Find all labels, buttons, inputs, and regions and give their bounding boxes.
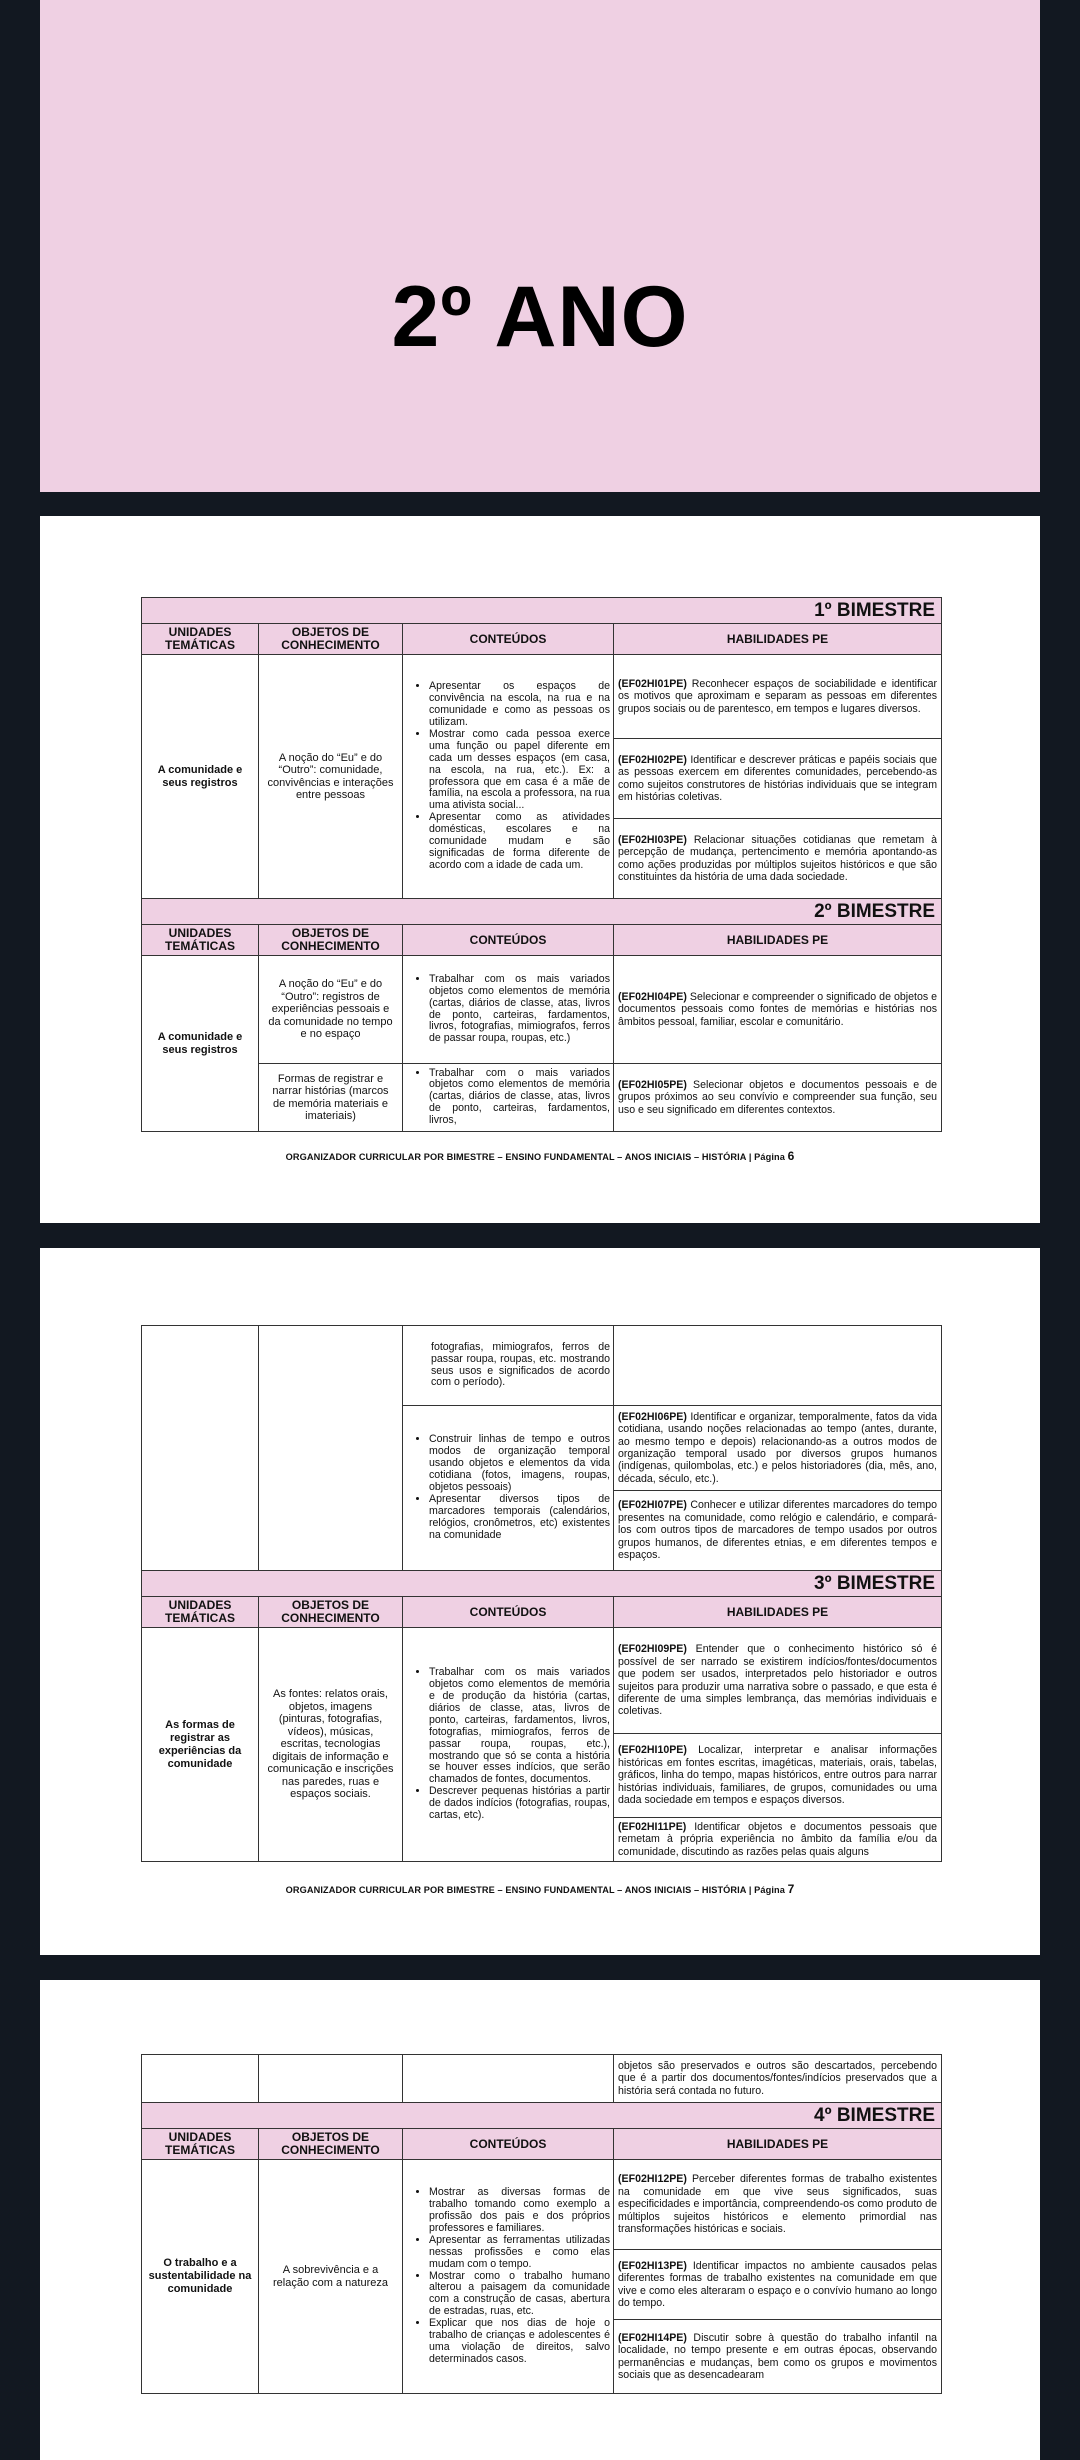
skill-text: Localizar, interpretar e analisar informações históricas em fontes escritas, imagéticas, materiais, orais, tabelas, gráficos, linha do tempo, mapas históricos, entre outros para narrar histórias individuais, familiares, de grupos, comunidades ou uma dada sociedade em tempos e espaços diversos.	[618, 1744, 937, 1807]
document-page-8	[40, 1980, 1040, 2460]
skill-text: Selecionar objetos e documentos pessoais e de grupos próximos ao seu convívio e compreender sua função, seu uso e seu significado em diferentes contextos.	[618, 1078, 938, 1116]
object-cell: A noção do “Eu” e do “Outro”: comunidade, convivências e interações entre pessoas	[259, 655, 403, 899]
object-cell-continued	[259, 1326, 403, 1571]
content-item: • Apresentar as ferramentas utilizadas nessas profissões e como elas mudam com o tempo.	[429, 2235, 610, 2271]
skill-text: Entender que o conhecimento histórico só é possível de ser narrado se existirem indícios/fontes/documentos que podem ser usados, interpretados pelo historiador e outros sujeitos para produzir uma narrativa sobre o passado, e que esta é diferente de uma simples lembrança, das memórias individuais e coletivas.	[618, 1643, 937, 1718]
skill-text: Perceber diferentes formas de trabalho existentes na comunidade em que vive seus significados, suas especificidades e importância, compreendendo-os como produto de múltiplos sujeitos históricos e elemento primordial nas transformações históricas e sociais.	[618, 2173, 937, 2236]
content-item: • Mostrar como o trabalho humano alterou a paisagem da comunidade com a construção de casas, abertura de estradas, ruas, etc.	[429, 2271, 610, 2319]
skill-text: Selecionar e compreender o significado de objetos e documentos pessoais como fontes de memórias e histórias nos âmbitos pessoal, familiar, escolar e comunitário.	[618, 990, 938, 1028]
contents-cell-continued	[403, 2055, 614, 2103]
skill-cell	[614, 1406, 942, 1491]
footer-text: ORGANIZADOR CURRICULAR POR BIMESTRE – ENSINO FUNDAMENTAL – ANOS INICIAIS – HISTÓRIA | Página	[285, 1885, 785, 1895]
skill-cell-empty	[614, 1326, 942, 1406]
skill-code: (EF02HI07PE)	[618, 1499, 687, 1512]
skill-code: (EF02HI06PE)	[618, 1410, 687, 1423]
curriculum-table	[141, 597, 942, 1132]
contents-cell	[403, 2160, 614, 2394]
header-habilidades: HABILIDADES PE	[614, 925, 942, 956]
header-conteudos: CONTEÚDOS	[403, 1597, 614, 1628]
object-cell-continued	[259, 2055, 403, 2103]
header-objetos: OBJETOS DE CONHECIMENTO	[259, 1597, 403, 1628]
skill-text: Identificar e organizar, temporalmente, fatos da vida cotidiana, usando noções relacionadas ao tempo (antes, durante, ao mesmo tempo e depois) relacionando-as a outros modos de organização temporal usado por diversos grupos humanos (indígenas, quilombolas, etc.) e pelos historiadores (dia, mês, ano, década, século, etc.).	[618, 1410, 937, 1485]
contents-cell	[403, 1406, 614, 1571]
skill-code: (EF02HI13PE)	[618, 2259, 687, 2272]
content-item: • Apresentar os espaços de convivência na escola, na rua e na comunidade e como as pessoas os utilizam.	[429, 681, 610, 729]
page-number: 6	[787, 1149, 795, 1163]
content-item: • Explicar que nos dias de hoje o trabalho de crianças e adolescentes é uma violação de direitos, salvo determinados casos.	[429, 2318, 610, 2366]
unit-cell: A comunidade e seus registros	[142, 655, 259, 899]
content-item: • Trabalhar com os mais variados objetos como elementos de memória e de produção da história (cartas, diários de classe, atas, livros de ponto, carteiras, fardamentos, livros, fotografias, mimiografos, ferros de passar roupa, roupas, etc.), mostrando que só se conta a história se houver esses indícios, que serão chamados de fontes, documentos.	[429, 1667, 610, 1786]
skill-cell	[614, 739, 942, 819]
skill-cell	[614, 819, 942, 899]
bimester-title: 2º BIMESTRE	[142, 899, 942, 925]
document-page-6	[40, 516, 1040, 1223]
cover-page	[40, 0, 1040, 492]
content-item: • Apresentar como as atividades domésticas, escolares e na comunidade mudam e são significadas de forma diferente de acordo com a idade de cada um.	[429, 812, 610, 872]
content-item: • Trabalhar com o mais variados objetos como elementos de memória (cartas, diários de classe, atas, livros de ponto, carteiras, fardamentos, livros,	[429, 1068, 610, 1128]
header-unidades: UNIDADES TEMÁTICAS	[142, 1597, 259, 1628]
page-number: 7	[787, 1882, 795, 1896]
skill-cell	[614, 2160, 942, 2250]
skill-continued: objetos são preservados e outros são descartados, percebendo que é a partir dos documentos/fontes/indícios preservados que a história será contada no futuro.	[614, 2055, 942, 2103]
contents-cell	[403, 1064, 614, 1132]
header-habilidades: HABILIDADES PE	[614, 1597, 942, 1628]
header-objetos: OBJETOS DE CONHECIMENTO	[259, 925, 403, 956]
skill-cell	[614, 1628, 942, 1734]
header-objetos: OBJETOS DE CONHECIMENTO	[259, 2129, 403, 2160]
unit-cell: O trabalho e a sustentabilidade na comunidade	[142, 2160, 259, 2394]
curriculum-table	[141, 2054, 942, 2394]
skill-code: (EF02HI01PE)	[618, 677, 687, 690]
header-unidades: UNIDADES TEMÁTICAS	[142, 624, 259, 655]
unit-cell-continued	[142, 2055, 259, 2103]
object-cell: A sobrevivência e a relação com a natureza	[259, 2160, 403, 2394]
header-conteudos: CONTEÚDOS	[403, 2129, 614, 2160]
header-objetos: OBJETOS DE CONHECIMENTO	[259, 624, 403, 655]
header-unidades: UNIDADES TEMÁTICAS	[142, 925, 259, 956]
bimester-title: 4º BIMESTRE	[142, 2103, 942, 2129]
content-item: • Mostrar como cada pessoa exerce uma função ou papel diferente em cada um desses espaços (em casa, na escola, na rua, etc.). Ex: a professora que em casa é a mãe de família, na escola a professora, na rua uma ativista social...	[429, 729, 610, 812]
skill-text: Identificar e descrever práticas e papéis sociais que as pessoas exercem em diferentes comunidades, percebendo-as como sujeitos construtores de histórias individuais que se integram em histórias coletivas.	[618, 753, 938, 803]
header-unidades: UNIDADES TEMÁTICAS	[142, 2129, 259, 2160]
skill-code: (EF02HI11PE)	[618, 1821, 687, 1833]
skill-code: (EF02HI10PE)	[618, 1744, 687, 1757]
skill-code: (EF02HI02PE)	[618, 753, 687, 766]
unit-cell-continued	[142, 1326, 259, 1571]
document-page-7	[40, 1248, 1040, 1955]
cover-title: 2º ANO	[391, 269, 689, 365]
skill-cell	[614, 1491, 942, 1571]
skill-cell	[614, 655, 942, 739]
unit-cell: A comunidade e seus registros	[142, 956, 259, 1132]
content-item: • Mostrar as diversas formas de trabalho tomando como exemplo a profissão dos pais e dos próprios professores e familiares.	[429, 2187, 610, 2235]
skill-cell	[614, 956, 942, 1064]
content-continued: fotografias, mimiografos, ferros de passar roupa, roupas, etc. mostrando seus usos e significados de acordo com o período).	[403, 1326, 614, 1406]
content-item: • Descrever pequenas histórias a partir de dados indícios (fotografias, roupas, cartas, etc).	[429, 1786, 610, 1822]
content-item: • Apresentar diversos tipos de marcadores temporais (calendários, relógios, cronômetros, etc) existentes na comunidade	[429, 1494, 610, 1542]
contents-cell	[403, 1628, 614, 1862]
skill-code: (EF02HI14PE)	[618, 2331, 687, 2344]
page-footer	[40, 1149, 1040, 1163]
skill-code: (EF02HI03PE)	[618, 833, 687, 846]
skill-cell	[614, 2320, 942, 2394]
header-habilidades: HABILIDADES PE	[614, 624, 942, 655]
bimester-title: 3º BIMESTRE	[142, 1571, 942, 1597]
footer-text: ORGANIZADOR CURRICULAR POR BIMESTRE – ENSINO FUNDAMENTAL – ANOS INICIAIS – HISTÓRIA | Página	[285, 1152, 785, 1162]
header-conteudos: CONTEÚDOS	[403, 624, 614, 655]
object-cell: Formas de registrar e narrar histórias (marcos de memória materiais e imateriais)	[259, 1064, 403, 1132]
page-footer	[40, 1882, 1040, 1896]
skill-code: (EF02HI05PE)	[618, 1078, 687, 1091]
skill-text: Relacionar situações cotidianas que remetam à percepção de mudança, pertencimento e memória apontando-as como ações produzidas por múltiplos sujeitos históricos e que são constituintes da história de uma dada sociedade.	[618, 833, 938, 883]
skill-text: Discutir sobre à questão do trabalho infantil na localidade, no tempo presente e em outras épocas, observando permanências e mudanças, bem como os grupos e movimentos sociais que as desencadearam	[618, 2331, 937, 2381]
skill-text: Conhecer e utilizar diferentes marcadores do tempo presentes na comunidade, como relógio e calendário, e compará-los com outros tipos de marcadores de tempo usados por outros grupos humanos, de diferentes etnias, e em diferentes tempos e espaços.	[618, 1499, 938, 1562]
object-cell: As fontes: relatos orais, objetos, imagens (pinturas, fotografias, vídeos), músicas, escritas, tecnologias digitais de informação e comunicação e inscrições nas paredes, ruas e espaços sociais.	[259, 1628, 403, 1862]
skill-cell	[614, 1734, 942, 1818]
bimester-title: 1º BIMESTRE	[142, 598, 942, 624]
skill-cell	[614, 1064, 942, 1132]
header-conteudos: CONTEÚDOS	[403, 925, 614, 956]
skill-cell	[614, 1818, 942, 1862]
skill-text: Reconhecer espaços de sociabilidade e identificar os motivos que aproximam e separam as pessoas em diferentes grupos sociais ou de parentesco, em tempos e lugares diversos.	[618, 677, 938, 715]
skill-text: Identificar impactos no ambiente causados pelas diferentes formas de trabalho existentes na comunidade em que vive e como eles alteraram o espaço e o convívio humano ao longo do tempo.	[618, 2259, 937, 2309]
unit-cell: As formas de registrar as experiências da comunidade	[142, 1628, 259, 1862]
content-item: • Construir linhas de tempo e outros modos de organização temporal usando objetos e elementos da vida cotidiana (fotos, imagens, roupas, objetos pessoais)	[429, 1434, 610, 1494]
curriculum-table	[141, 1325, 942, 1862]
content-item: • Trabalhar com os mais variados objetos como elementos de memória (cartas, diários de classe, atas, livros de ponto, carteiras, fardamentos, livros, fotografias, mimiografos, ferros de passar roupa, roupas, etc.)	[429, 974, 610, 1045]
header-habilidades: HABILIDADES PE	[614, 2129, 942, 2160]
contents-cell	[403, 655, 614, 899]
skill-code: (EF02HI12PE)	[618, 2173, 687, 2186]
skill-code: (EF02HI09PE)	[618, 1643, 687, 1656]
contents-cell	[403, 956, 614, 1064]
skill-cell	[614, 2250, 942, 2320]
skill-text: Identificar objetos e documentos pessoais que remetam à própria experiência no âmbito da família e/ou da comunidade, discutindo as razões pelas quais alguns	[618, 1821, 937, 1858]
object-cell: A noção do “Eu” e do “Outro”: registros de experiências pessoais e da comunidade no tempo e no espaço	[259, 956, 403, 1064]
skill-code: (EF02HI04PE)	[618, 990, 687, 1003]
